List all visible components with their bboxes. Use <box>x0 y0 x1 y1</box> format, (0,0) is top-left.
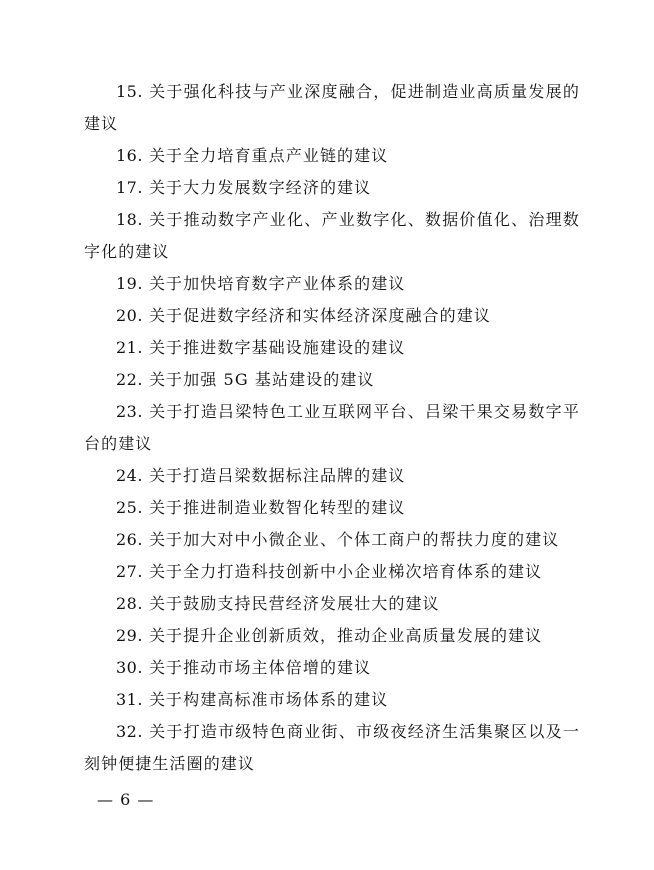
list-item <box>84 204 580 268</box>
list-item <box>84 300 580 332</box>
item-text: 关于打造吕梁数据标注品牌的建议 <box>148 466 406 485</box>
item-number: 26. <box>116 530 143 549</box>
list-item <box>84 460 580 492</box>
list-item <box>84 524 580 556</box>
item-text: 关于促进数字经济和实体经济深度融合的建议 <box>148 306 491 325</box>
item-text: 关于全力培育重点产业链的建议 <box>148 146 389 165</box>
list-item <box>84 556 580 588</box>
page-number: — 6 — <box>97 790 155 809</box>
item-number: 20. <box>116 306 143 325</box>
item-text: 关于强化科技与产业深度融合，促进制造业高质量发展的建议 <box>84 82 580 133</box>
item-text: 关于推进制造业数智化转型的建议 <box>148 498 406 517</box>
item-number: 16. <box>116 146 143 165</box>
item-number: 15. <box>116 82 143 101</box>
item-text: 关于加快培育数字产业体系的建议 <box>148 274 406 293</box>
list-item <box>84 588 580 620</box>
item-text: 关于提升企业创新质效，推动企业高质量发展的建议 <box>148 626 543 645</box>
item-number: 30. <box>116 658 143 677</box>
item-number: 24. <box>116 466 143 485</box>
item-text: 关于全力打造科技创新中小企业梯次培育体系的建议 <box>148 562 543 581</box>
item-number: 27. <box>116 562 143 581</box>
item-number: 17. <box>116 178 143 197</box>
item-number: 32. <box>116 722 143 741</box>
proposal-list <box>84 76 580 780</box>
item-text: 关于大力发展数字经济的建议 <box>148 178 372 197</box>
item-text: 关于打造吕梁特色工业互联网平台、吕梁干果交易数字平台的建议 <box>84 402 580 453</box>
item-number: 19. <box>116 274 143 293</box>
item-number: 18. <box>116 210 143 229</box>
item-text: 关于推进数字基础设施建设的建议 <box>148 338 406 357</box>
item-number: 22. <box>116 370 143 389</box>
item-text: 关于加大对中小微企业、个体工商户的帮扶力度的建议 <box>148 530 560 549</box>
item-number: 23. <box>116 402 143 421</box>
item-number: 25. <box>116 498 143 517</box>
item-text: 关于鼓励支持民营经济发展壮大的建议 <box>148 594 440 613</box>
list-item <box>84 332 580 364</box>
list-item <box>84 620 580 652</box>
item-number: 28. <box>116 594 143 613</box>
item-number: 31. <box>116 690 143 709</box>
item-number: 29. <box>116 626 143 645</box>
list-item <box>84 396 580 460</box>
list-item <box>84 172 580 204</box>
item-text: 关于加强 5G 基站建设的建议 <box>148 370 375 389</box>
item-text: 关于构建高标准市场体系的建议 <box>148 690 389 709</box>
list-item <box>84 76 580 140</box>
list-item <box>84 268 580 300</box>
item-number: 21. <box>116 338 143 357</box>
list-item <box>84 140 580 172</box>
item-text: 关于推动数字产业化、产业数字化、数据价值化、治理数字化的建议 <box>84 210 580 261</box>
item-text: 关于打造市级特色商业街、市级夜经济生活集聚区以及一刻钟便捷生活圈的建议 <box>84 722 580 773</box>
list-item <box>84 652 580 684</box>
list-item <box>84 716 580 780</box>
list-item <box>84 492 580 524</box>
list-item <box>84 364 580 396</box>
item-text: 关于推动市场主体倍增的建议 <box>148 658 372 677</box>
list-item <box>84 684 580 716</box>
